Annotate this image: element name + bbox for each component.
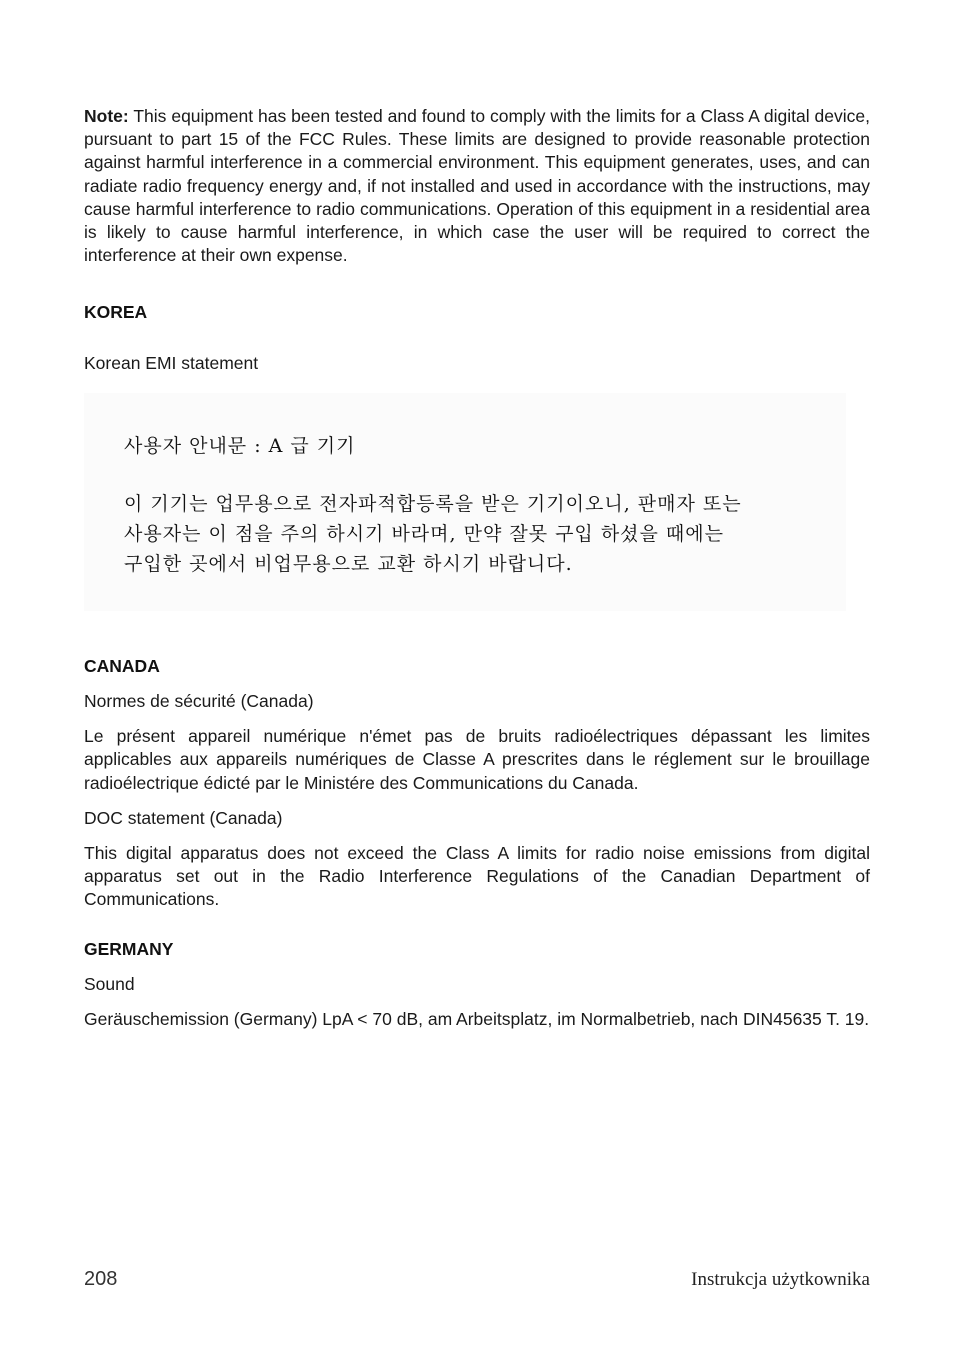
document-body xyxy=(84,105,870,1031)
korean-statement-title: 사용자 안내문 : A 급 기기 xyxy=(124,434,356,457)
germany-heading: GERMANY xyxy=(84,938,174,959)
note-label: Note: xyxy=(84,106,129,126)
sound-title: Sound xyxy=(84,973,135,994)
page-number: 208 xyxy=(84,1268,118,1290)
korean-statement-line-1: 이 기기는 업무용으로 전자파적합등록을 받은 기기이오니, 판매자 또는 xyxy=(124,492,742,515)
doc-statement-paragraph: This digital apparatus does not exceed the Class A limits for radio noise emissions from digital apparatus set out in the Radio Interference Regulations of the Canadian Department of Communications. xyxy=(84,843,870,910)
doc-statement-title: DOC statement (Canada) xyxy=(84,807,283,828)
note-text: This equipment has been tested and found to comply with the limits for a Class A digital device, pursuant to part 15 of the FCC Rules. These limits are designed to provide reasonable protection against harmful interference in a commercial environment. This equipment generates, uses, and can radiate radio frequency energy and, if not installed and used in accordance with the instructions, may cause harmful interference to radio communications. Operation of this equipment in a residential area is likely to cause harmful interference, in which case the user will be required to correct the interference at their own expense. xyxy=(84,106,870,266)
canada-heading: CANADA xyxy=(84,655,160,676)
sound-paragraph: Geräuschemission (Germany) LpA < 70 dB, am Arbeitsplatz, im Normalbetrieb, nach DIN45635 T. 19. xyxy=(84,1009,870,1030)
korean-statement-line-3: 구입한 곳에서 비업무용으로 교환 하시기 바랍니다. xyxy=(124,552,573,575)
korea-heading: KOREA xyxy=(84,302,148,323)
normes-title: Normes de sécurité (Canada) xyxy=(84,691,314,712)
page-footer xyxy=(84,1268,870,1294)
normes-paragraph: Le présent appareil numérique n'émet pas de bruits radioélectriques dépassant les limites applicables aux appareils numériques de Classe A prescrites dans le réglement sur le brouillage radioélectrique édicté par le Ministére des Communications du Canada. xyxy=(84,726,870,793)
korean-statement-line-2: 사용자는 이 점을 주의 하시기 바라며, 만약 잘못 구입 하셨을 때에는 xyxy=(124,522,724,545)
manual-title: Instrukcja użytkownika xyxy=(691,1269,870,1290)
fcc-note-paragraph xyxy=(84,105,870,267)
korean-emi-statement-image xyxy=(84,393,846,611)
korean-emi-title: Korean EMI statement xyxy=(84,352,259,373)
